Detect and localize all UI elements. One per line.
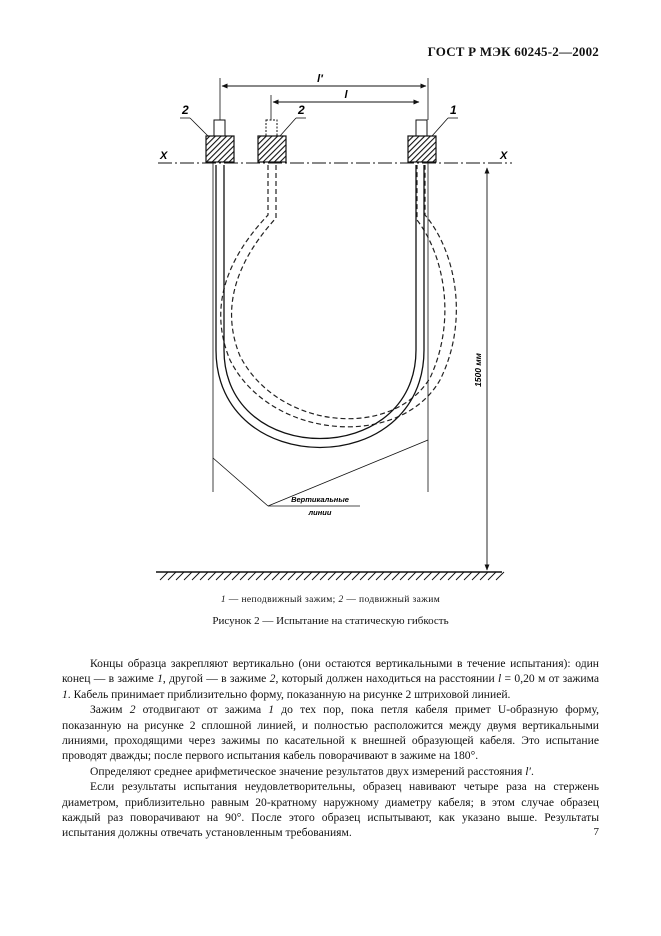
note-line-2: линии (308, 508, 332, 517)
clamp-right (408, 120, 436, 162)
clamp-right-number: 1 (450, 103, 457, 117)
p2-text-a: Зажим (90, 703, 130, 717)
p1-text-i: . Кабель принимает приблизительно форму, показанную на рисунке 2 штриховой линией. (67, 687, 511, 701)
legend-text-2: — подвижный зажим (343, 595, 441, 605)
document-header: ГОСТ Р МЭК 60245-2—2002 (427, 44, 599, 59)
cable-dashed (221, 165, 457, 427)
dimension-outer (220, 73, 428, 120)
paragraph-1 (62, 656, 599, 702)
height-dimension (473, 168, 487, 570)
clamp-middle-leader (280, 103, 306, 136)
clamp-right-leader (432, 103, 458, 136)
p1-text-e: , который должен находиться на расстоянии (275, 672, 499, 686)
p3-text-a: Определяют среднее арифметическое значение результатов двух измерений расстояния (90, 764, 526, 778)
legend-text-1: — неподвижный зажим; (226, 595, 339, 605)
p1-text-g: = 0,20 м от зажима (501, 672, 599, 686)
p1-clamp-2: 2 (269, 672, 276, 686)
p1-text-a: Концы образца закрепляют вертикально (они остаются вертикальными в течение испытания): один конец — в зажиме (62, 657, 599, 686)
height-dimension-label: 1500 мм (473, 353, 483, 387)
reference-right-label: X (500, 150, 508, 162)
clamp-left-leader (180, 103, 208, 136)
p2-text-e: до тех пор, пока петля кабеля примет U-образную форму, показанную на рисунке 2 сплошной линией, и полностью расположится между двумя вертикальными линиями, проходящими через зажимы по касательной к внешней образующей кабеля. Это испытание проводят дважды; после первого испытания кабель поворачивают в зажиме на 180°. (62, 703, 600, 763)
ground (156, 572, 504, 580)
figure-legend (0, 595, 661, 605)
legend-num-2: 2 (338, 595, 344, 605)
note-line-1: Вертикальные (291, 495, 349, 504)
figure-caption: Рисунок 2 — Испытание на статическую гибкость (212, 615, 449, 627)
p1-text-c: , другой — в зажиме (162, 672, 270, 686)
legend-num-1: 1 (220, 595, 226, 605)
dimension-inner (271, 89, 419, 120)
paragraph-4: Если результаты испытания неудовлетворительны, образец навивают четыре раза на стержень диаметром, приблизительно равным 20-кратному наружному диаметру кабеля; в этом случае образец каждый раз поворачивают на 90°. После этого образец испытывают, как указано выше. Результаты испытания должны отвечать установленным требованиям. (62, 780, 599, 840)
clamp-left (206, 120, 234, 162)
dimension-outer-label: l′ (317, 73, 323, 85)
p3-text-c: . (530, 764, 534, 778)
p2-clamp-1: 1 (268, 703, 275, 717)
dimension-inner-label: l (344, 89, 348, 101)
body-text (62, 656, 599, 841)
page-number: 7 (593, 826, 599, 838)
p1-symbol-l: l (498, 672, 502, 686)
reference-left-label: X (160, 150, 168, 162)
p1-clamp-1: 1 (157, 672, 163, 686)
paragraph-2 (62, 702, 599, 764)
clamp-middle-number: 2 (298, 103, 305, 117)
vertical-lines-note (213, 440, 428, 517)
p2-clamp-2: 2 (129, 703, 136, 717)
cable-solid (216, 165, 424, 448)
paragraph-3 (62, 764, 599, 779)
clamp-left-number: 2 (182, 103, 189, 117)
clamp-middle (258, 120, 286, 162)
p1-clamp-1b: 1 (62, 687, 68, 701)
p2-text-c: отодвигают от зажима (135, 703, 269, 717)
p3-symbol-l-prime: l′ (525, 764, 531, 778)
